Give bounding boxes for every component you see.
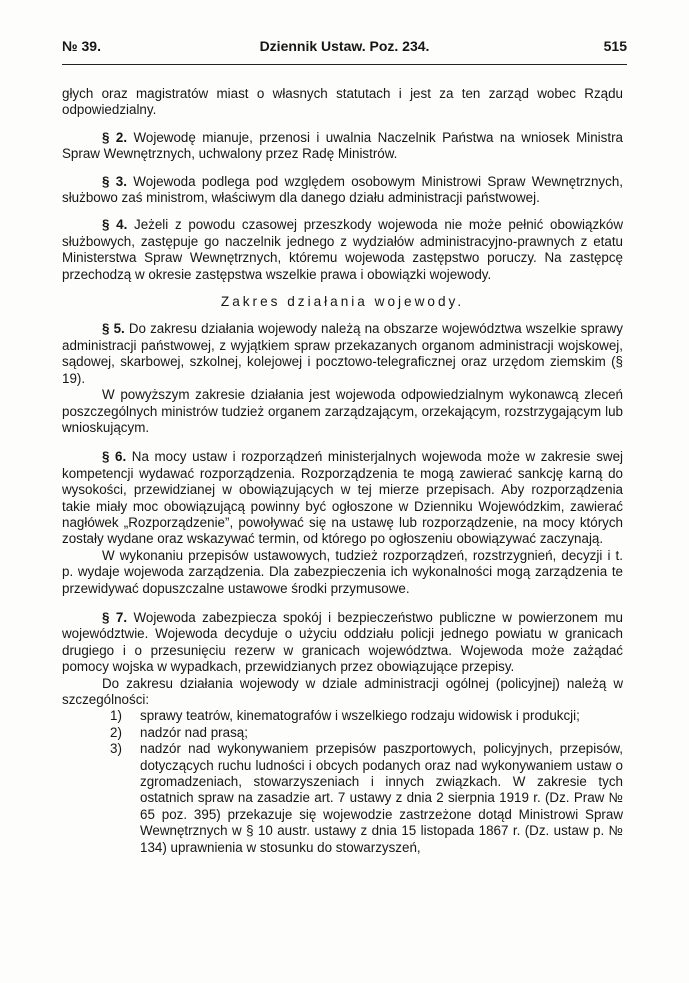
list-item bbox=[62, 708, 623, 724]
section-5 bbox=[62, 321, 623, 387]
section-6-continuation: W wykonaniu przepisów ustawowych, tudzież rozporządzeń, rozstrzygnień, decyzji i t. p. wydaje wojewoda zarządzenia. Dla zabezpieczenia ich wykonalności mogą zarządzenia te przewidywać dopuszczalne ustawowe środki przymusowe. bbox=[62, 547, 623, 596]
issue-number: № 39. bbox=[62, 38, 101, 54]
page-header bbox=[62, 38, 627, 58]
section-3-mark: § 3. bbox=[102, 173, 127, 189]
section-7-continuation: Do zakresu działania wojewody w dziale administracji ogólnej (policyjnej) należą w szczególności: bbox=[62, 675, 623, 707]
paragraph-continuation: głych oraz magistratów miast o własnych statutach i jest za ten zarząd wobec Rządu odpowiedzialny. bbox=[62, 86, 623, 118]
list-item-text: nadzór nad wykonywaniem przepisów paszportowych, policyjnych, przepisów, dotyczących ruchu ludności i obcych podanych oraz nad wykonywaniem ustaw o zgromadzeniach, stowarzyszeniach i innych związkach. W zakresie tych ostatnich spraw na zasadzie art. 7 ustawy z dnia 2 sierpnia 1919 r. (Dz. Praw № 65 poz. 395) przekazuje się wojewodzie zastrzeżone dotąd Ministrowi Spraw Wewnętrznych w § 10 austr. ustawy z dnia 15 listopada 1867 r. (Dz. ustaw p. № 134) uprawnienia w stosunku do stowarzyszeń, bbox=[140, 741, 623, 855]
section-4-mark: § 4. bbox=[102, 217, 128, 233]
section-7 bbox=[62, 610, 623, 676]
list-item-number: 1) bbox=[110, 708, 122, 724]
section-3-text: Wojewoda podlega pod względem osobowym Ministrowi Spraw Wewnętrznych, służbowo zaś ministrom, właściwym dla danego działu administracji państwowej. bbox=[62, 173, 623, 206]
page-number: 515 bbox=[603, 38, 627, 54]
section-heading: Zakres działania wojewody. bbox=[220, 294, 465, 310]
section-4 bbox=[62, 217, 623, 283]
section-7-text: Wojewoda zabezpiecza spokój i bezpieczeństwo publiczne w powierzonem mu województwie. Wojewoda decyduje o użyciu oddziału policji jednego powiatu w granicach drugiego i o przesunięciu rezerw w granicach województwa. Wojewoda może zażądać pomocy wojska w wypadkach, przewidzianych przez obowiązujące przepisy. bbox=[62, 609, 623, 675]
document-body bbox=[62, 86, 623, 856]
list-item bbox=[62, 725, 623, 741]
section-5-mark: § 5. bbox=[102, 321, 125, 337]
journal-title: Dziennik Ustaw. Poz. 234. bbox=[259, 38, 430, 54]
section-6 bbox=[62, 449, 623, 547]
header-rule bbox=[62, 64, 627, 65]
section-2-mark: § 2. bbox=[102, 129, 128, 145]
list-item-number: 2) bbox=[110, 724, 122, 740]
competence-list bbox=[62, 708, 623, 856]
section-2 bbox=[62, 130, 623, 163]
section-5-text: Do zakresu działania wojewody należą na obszarze województwa wszelkie sprawy administracji państwowej, z wyjątkiem spraw przekazanych organom administracji wojskowej, sądowej, skarbowej, szkolnej, kolejowej i pocztowo-telegraficznej oraz urzędom ziemskim (§ 19). bbox=[62, 321, 623, 386]
section-2-text: Wojewodę mianuje, przenosi i uwalnia Naczelnik Państwa na wniosek Ministra Spraw Wewnętrznych, uchwalony przez Radę Ministrów. bbox=[62, 129, 623, 162]
list-item-text: sprawy teatrów, kinematografów i wszelkiego rodzaju widowisk i produkcji; bbox=[140, 708, 580, 724]
section-5-continuation: W powyższym zakresie działania jest wojewoda odpowiedzialnym wykonawcą zleceń poszczególnych ministrów tudzież organem zarządzającym, orzekającym, rozstrzygającym lub wnioskującym. bbox=[62, 387, 623, 435]
section-4-text: Jeżeli z powodu czasowej przeszkody wojewoda nie może pełnić obowiązków służbowych, zastępuje go naczelnik jednego z wydziałów administracyjno-prawnych z etatu Ministerstwa Spraw Wewnętrznych, któremu wojewoda zastępstwo poruczy. Na zastępcę przechodzą w okresie zastępstwa wszelkie prawa i obowiązki wojewody. bbox=[62, 217, 623, 282]
section-6-text: Na mocy ustaw i rozporządzeń ministerjalnych wojewoda może w zakresie swej kompetencji wydawać rozporządzenia. Rozporządzenia te mogą zawierać sankcję karną do wysokości, przewidzianej w obowiązujących w tej mierze przepisach. Aby rozporządzenia takie miały moc obowiązującą powinny być ogłoszone w Dzienniku Wojewódzkim, zawierać nagłówek „Rozporządzenie”, powoływać się na ustawę lub rozporządzenie, na mocy których zostały wydane oraz wskazywać termin, od którego po ogłoszeniu obowiązywać zaczynają. bbox=[62, 449, 623, 547]
list-item bbox=[62, 741, 623, 856]
list-item-text: nadzór nad prasą; bbox=[140, 724, 248, 740]
section-7-mark: § 7. bbox=[102, 609, 128, 625]
section-6-mark: § 6. bbox=[102, 449, 127, 465]
section-3 bbox=[62, 174, 623, 207]
list-item-number: 3) bbox=[110, 741, 122, 757]
